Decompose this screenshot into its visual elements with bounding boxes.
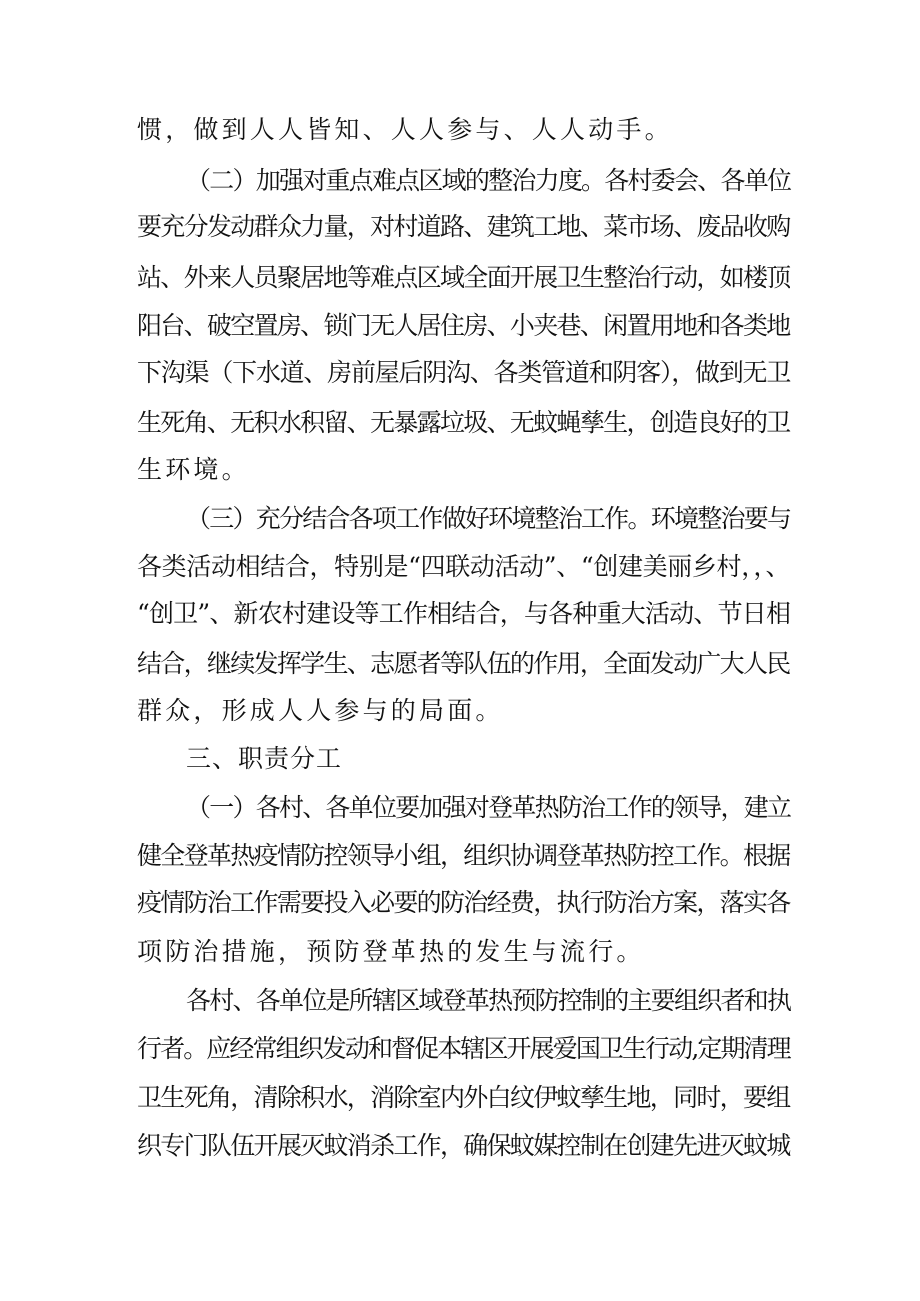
paragraph-3-line: （三）充分结合各项工作做好环境整治工作。环境整治要与 — [186, 504, 791, 533]
text-line: 站、外来人员聚居地等难点区域全面开展卫生整治行动，如楼顶 — [137, 263, 790, 292]
text-line: 群众，形成人人参与的局面。 — [137, 696, 504, 725]
text-line: 项防治措施，预防登革热的发生与流行。 — [137, 937, 645, 966]
text-line: 阳台、破空置房、锁门无人居住房、小夹巷、闲置用地和各类地 — [137, 311, 790, 340]
text-line: 生环境。 — [137, 455, 250, 484]
paragraph-4-line: （一）各村、各单位要加强对登革热防治工作的领导，建立 — [186, 793, 791, 822]
text-line: 惯，做到人人皆知、人人参与、人人动手。 — [137, 115, 673, 144]
text-line: “创卫”、新农村建设等工作相结合，与各种重大活动、节日相 — [137, 599, 791, 628]
text-line: 健全登革热疫情防控领导小组，组织协调登革热防控工作。根据 — [137, 841, 790, 870]
text-line: 结合，继续发挥学生、志愿者等队伍的作用，全面发动广大人民 — [137, 649, 790, 678]
paragraph-5-line: 各村、各单位是所辖区域登革热预防控制的主要组织者和执 — [186, 986, 791, 1015]
text-line: 要充分发动群众力量，对村道路、建筑工地、菜市场、废品收购 — [137, 212, 790, 241]
section-heading: 三、职责分工 — [186, 744, 343, 773]
text-line: 生死角、无积水积留、无暴露垃圾、无蚊蝇孳生，创造良好的卫 — [137, 408, 790, 437]
text-line: 织专门队伍开展灭蚊消杀工作，确保蚊媒控制在创建先进灭蚊城 — [137, 1131, 790, 1160]
paragraph-2-line: （二）加强对重点难点区域的整治力度。各村委会、各单位 — [186, 166, 791, 195]
text-line: 下沟渠（下水道、房前屋后阴沟、各类管道和阴客），做到无卫 — [137, 358, 791, 387]
text-line: 疫情防治工作需要投入必要的防治经费，执行防治方案，落实各 — [137, 888, 790, 917]
text-line: 行者。应经常组织发动和督促本辖区开展爱国卫生行动,定期清理 — [137, 1034, 790, 1063]
text-line: 卫生死角，清除积水，消除室内外白纹伊蚊孳生地，同时，要组 — [137, 1083, 790, 1112]
text-line: 各类活动相结合，特别是“四联动活动”、“创建美丽乡村，，、 — [137, 552, 791, 581]
